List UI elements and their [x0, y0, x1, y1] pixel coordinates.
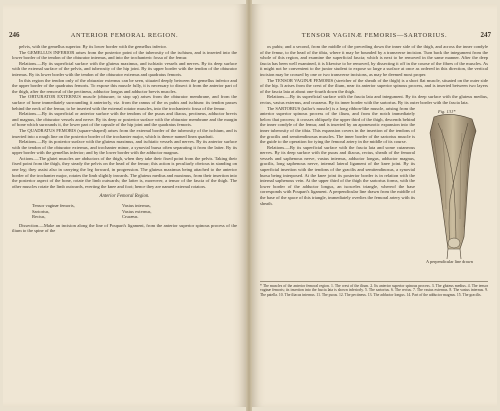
- muscle-list-item: Rectus,: [32, 214, 46, 220]
- paragraph: Actions.—The glutei muscles are abductors of the thigh, when they take their fixed point from the pelvis. Taking their fixed point from the thigh, they steady the pelvis on the head of the femur; this action is peculiarly obvious in standing on one leg; they assist also in carrying the leg forward, in progression. The gluteus maximus being attached to the anterior border of the trochanter major, rotates the limb slightly inwards. The gluteus medius and maximus, from their insertion into the posterior aspect of the bone, rotate the limb outwards; the latter is, moreover, a tensor of the fascia of the thigh. The other muscles rotate the limb outwards, everting the knee and foot; hence they are named external rotators.: [12, 155, 237, 189]
- figure-label: Fig. 131*: [438, 108, 456, 114]
- paragraph: The TENSOR VAGINÆ FEMORIS (stretcher of the sheath of the thigh) is a short flat muscle, situated on the outer side of the hip. It arises from the crest of the ilium, near its anterior superior spinous process, and is inserted between two layers of the fascia lata at about one-fourth down the thigh.: [260, 77, 488, 94]
- paragraph: The OBTURATOR EXTERNUS muscle (obturare, to stop up) arises from the obturator membrane, and from the surface of bone immediately surrounding it anteriorly, viz. from the ramus of the os pubis and ischium: its tendon passes behind the neck of the femur, to be inserted with the external rotator muscles, into the trochanteric fossa of the femur.: [12, 94, 237, 111]
- anatomical-figure: [420, 109, 488, 274]
- paragraph: Relations.—By its superficial surface with the fascia lata and some cutaneous nerves. By its deep surface with the psoas and iliacus, rectus, sheath of the femoral vessels and saphenous nerve, vastus internus, adductor longus, adductor magnus, gracilis, long saphenous nerve, internal lateral ligament of the knee joint. By its superficial insertion with the tendons of the gracilis and semitendinosus, a synovial bursa being interposed. At the knee joint its posterior border is in relation with the internal saphenous vein. At the upper third of the thigh the sartorius forms, with the lower border of the adductor longus, an isosceles triangle, whereof the base corresponds with Poupart's ligament. A perpendicular line drawn from the middle of the base of the space of this triangle, immediately overlies the femoral artery with its sheath.: [260, 144, 415, 206]
- paragraph: os pubis; and a second, from the middle of the preceding down the inner side of the thigh, and across the inner condyle of the femur, to the head of the tibia, where it may be bounded by a transverse incision. Turn back the integument from the whole of this region, and examine the superficial fascia; which is next to be removed in the same manner. After the deep fascia has been well examined, it is likewise to be removed, by dissecting it off in the course of the fibres of the muscles. As it might not be convenient to the junior student to expose so large a surface at once as ordered in this direction, the vertical incision may be crossed by one or two transverse incisions, as may be deemed most proper.: [260, 44, 488, 77]
- paragraph: The QUADRATUS FEMORIS (square-shaped) arises from the external border of the tuberosity of the ischium, and is inserted into a rough line on the posterior border of the trochanter major, which is thence named linea quadrati.: [12, 127, 237, 139]
- muscle-list-item: Cruræus.: [122, 214, 139, 220]
- paragraph: Relations.—By its superficial or anterior surface with the tendons of the psoas and iliacus, pectineus, adductor brevis and magnus, the obturator vessels and nerve. By its deep or posterior surface with the obturator membrane and the margin of bone which surrounds it, the lower part of the capsule of the hip joint and the quadratus femoris.: [12, 111, 237, 128]
- paragraph: Relations.—By its superficial surface with the gluteus maximus, and ischiatic vessels and nerves. By its deep surface with the external surface of the pelvis, and tuberosity of the hip joint. By its upper border with the tendon of the obturator internus. By its lower border with the tendon of the obturator externus and quadratus femoris.: [12, 60, 237, 77]
- paragraph: pelvis, with the gemellus superior. By its lower border with the gemellus inferior.: [19, 44, 167, 49]
- left-page: [3, 4, 246, 407]
- muscle-list-item: Tensor vaginæ femoris,: [32, 203, 75, 209]
- footnote: * The muscles of the anterior femoral region. 1. The crest of the ilium. 2. Its anterior superior spinous process. 3. The gluteus medius. 4. The tensor vaginæ femoris; its insertion into the fascia lata is shown inferiorly. 5. The sartorius. 6. The rectus. 7. The vastus externus. 8. The vastus internus. 9. The patella. 10. The iliacus internus. 11. The psoas. 12. The pectineus. 13. The adductor longus. 14. Part of the adductor magnus. 15. The gracilis.: [260, 281, 488, 298]
- section-subheading: Anterior Femoral Region.: [99, 194, 150, 200]
- thigh-muscles-illustration: [420, 109, 488, 259]
- paragraph: The GEMELLUS INFERIOR arises from the posterior point of the tuberosity of the ischium, and is inserted into the lower border of the tendon of the obturator internus, and into the trochanteric fossa of the femur.: [12, 49, 237, 61]
- paragraph: Relations.—By its superficial surface with the fascia lata and integument. By its deep surface with the gluteus medius, rectus, vastus externus, and crurаeus. By its inner border with the sartorius. By its outer border with the fascia lata.: [260, 94, 488, 105]
- dissection-paragraph: Dissection.—Make an incision along the line of Poupart's ligament, from the anterior superior spinous process of the ilium to the spine of the: [12, 222, 237, 234]
- right-page: [252, 4, 497, 407]
- right-running-header: [258, 31, 491, 41]
- muscle-list-item: Sartorius,: [32, 208, 50, 214]
- left-running-head: ANTERIOR FEMORAL REGION.: [70, 32, 179, 39]
- figure-caption: A perpendicular line drawn: [426, 258, 473, 264]
- right-page-body: [260, 44, 488, 298]
- paragraph: In this region the tendon only of the obturator externus can be seen, situated deeply between the gemellus inferior and the upper border of the quadratus femoris. To expose this muscle fully, it is necessary to dissect it from the anterior part of the thigh, after the removal of the pectineus, adductor longus and adductor brevis muscles.: [12, 77, 237, 94]
- left-page-number: 246: [9, 31, 20, 39]
- muscle-list-item: Vastus externus,: [122, 208, 152, 214]
- left-running-header: [9, 31, 240, 41]
- paragraph: Relations.—By its posterior surface with the gluteus maximus, and ischiatic vessels and nerves. By its anterior surface with the tendon of the obturator externus, and trochanter minor, a synovial bursa often separating it from the latter. By its upper border with the gemellus inferior; and by the lower border with the adductor magnus.: [12, 139, 237, 156]
- paragraph: The SARTORIUS (tailor's muscle) is a long ribbon-like muscle, arising from the anterior superior spinous process of the ilium, and from the notch immediately below that process; it crosses obliquely the upper third of the thigh, descends behind the inner condyle of the femur, and is inserted by an aponeurotic expansion into the inner tuberosity of the tibia. This expansion covers in the insertion of the tendons of the gracilis and semitendinosus muscles. The inner border of the sartorius muscle is the guide to the operation for tying the femoral artery in the middle of its course.: [260, 105, 415, 145]
- left-page-body: [12, 44, 237, 234]
- muscle-list: [12, 203, 237, 220]
- right-page-number: 247: [480, 31, 491, 39]
- right-running-head: TENSOR VAGINÆ FEMORIS—SARTORIUS.: [301, 32, 448, 39]
- muscle-list-item: Vastus internus,: [122, 203, 151, 209]
